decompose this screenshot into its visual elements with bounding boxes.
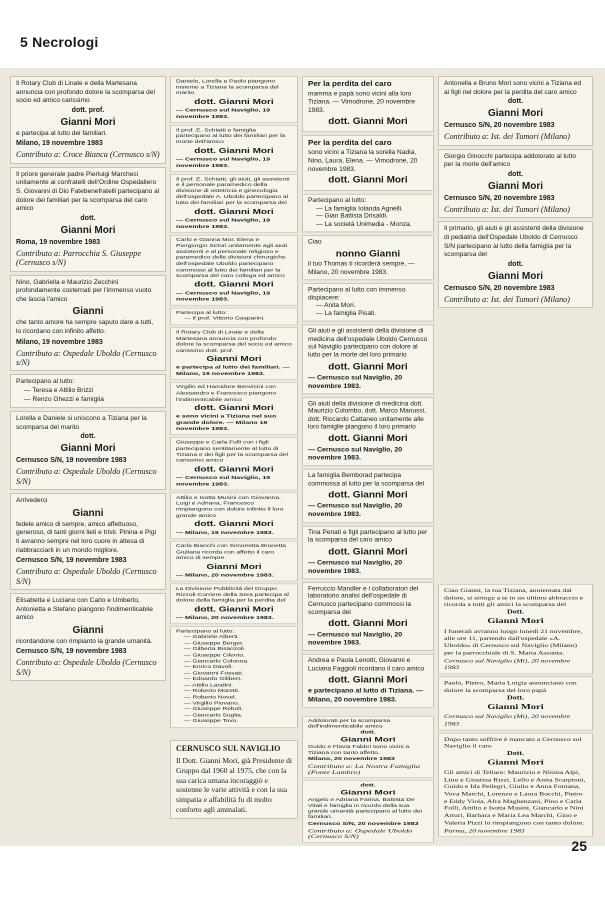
notice-text: Ciao Gianni, la tua Tiziana, annientata dal dolore, si stringe a te in un ultimo abbraccio e ricorda a tutti gli amici la scomparsa del bbox=[444, 586, 584, 609]
deceased-name: dott. Gianni Mori bbox=[328, 116, 408, 127]
deceased-name: Gianni bbox=[72, 306, 104, 318]
deceased-title: dott. prof. bbox=[71, 106, 105, 114]
obituary-notice bbox=[10, 275, 166, 372]
obituary-notice bbox=[10, 411, 166, 490]
deceased-title: dott. bbox=[80, 214, 96, 222]
mourner-name: — Renzo Ghezzi e famiglia bbox=[24, 396, 160, 405]
deceased-name: Gianni Mori bbox=[487, 703, 544, 712]
contribution-note: Contributo a: Ist. dei Tumori (Milano) bbox=[444, 205, 570, 215]
mourner-name: — Roberto Novel. bbox=[184, 695, 292, 701]
obituary-notice bbox=[302, 236, 434, 281]
place-date: Cernusco S/N, 20 novembre 1983 bbox=[444, 284, 555, 292]
place-date: — Cernusco sul Naviglio, 19 novembre 1983. bbox=[176, 107, 271, 120]
deceased-name: Gianni Mori bbox=[340, 736, 396, 744]
place-date: Milano, 19 novembre 1983 bbox=[16, 338, 103, 346]
contribution-note: Contributo a: Ospedale Uboldo (Cernusco S/N) bbox=[16, 567, 157, 586]
mourner-name: — Virgilio Piovano. bbox=[184, 701, 292, 707]
place-date: — Cernusco sul Naviglio, 20 novembre 1983. bbox=[308, 559, 403, 575]
cernusco-article-column bbox=[170, 740, 298, 819]
mourner-name: — Gian Battista Drisaldi. bbox=[316, 213, 428, 221]
mourner-name: — Giuseppe Reboli. bbox=[184, 707, 292, 713]
notice-text: Giuseppe e Carla Folli con i figli partecipano sentitamente al lutto di Tiziana e dei figli per la scomparsa del carissimo amico bbox=[176, 440, 288, 464]
obituary-column-3-lower bbox=[302, 716, 434, 842]
mourner-name: — Giovanni Fossati. bbox=[184, 671, 292, 677]
contribution-note: Contributo a: Croce Bianca (Cernusco s/N) bbox=[16, 150, 160, 160]
notice-text-secondary: Guido e Flavia Fabbri sono vicini a Tiziana con tanto affetto. bbox=[308, 744, 410, 755]
obituary-notice bbox=[170, 76, 298, 123]
section-header: 5 Necrologi bbox=[20, 34, 99, 50]
notice-text: sono vicini a Tiziana la sorella Nadia, Nino, Laura, Elena. — Vimodrone, 20 novembre 1983. bbox=[308, 150, 418, 173]
deceased-name: dott. Gianni Mori bbox=[194, 520, 274, 529]
place-date: Cernusco S/N, 19 novembre 1983 bbox=[16, 557, 127, 565]
deceased-name: dott. Gianni Mori bbox=[328, 433, 408, 445]
obituary-notice bbox=[302, 397, 434, 466]
deceased-title: Dott. bbox=[506, 693, 525, 701]
deceased-name: dott. Gianni Mori bbox=[194, 207, 274, 216]
notice-text: Tina Penati e figli partecipano al lutto per la scomparsa del caro amico bbox=[308, 529, 428, 544]
place-date: e partecipano al lutto di Tiziana. — Milano, 20 novembre 1983. bbox=[308, 688, 424, 703]
obituary-notice bbox=[170, 327, 298, 380]
mourner-name: — Giuseppe Cilento. bbox=[184, 653, 292, 659]
contribution-note: Contributo a: Ist. dei Tumori (Milano) bbox=[444, 294, 570, 304]
obituary-notice bbox=[438, 677, 593, 731]
mourner-name: — Enrico Davoli. bbox=[184, 665, 292, 671]
mourner-name: — Il prof. Vittorio Gasparini. bbox=[184, 316, 292, 322]
mourner-list bbox=[176, 635, 292, 725]
deceased-name: dott. Gianni Mori bbox=[328, 361, 408, 372]
notice-text: La famiglia Bemborad partecipa commossa al lutto per la scomparsa del bbox=[308, 472, 425, 488]
obituary-notice bbox=[302, 283, 434, 322]
obituary-notice bbox=[170, 583, 298, 623]
obituary-notice bbox=[302, 135, 434, 191]
obituary-column-2 bbox=[170, 76, 298, 728]
notice-text: Giorgio Ginocchi partecipa addolorato al lutto per la morte dell'amico bbox=[444, 152, 576, 169]
contribution-note: Contributo a: Ist. dei Tumori (Milano) bbox=[444, 132, 570, 142]
mourner-name: — Anita Mori. bbox=[316, 303, 428, 311]
contribution-note: Contributo a: Parrocchia S. Giuseppe (Cernusco s/N) bbox=[16, 248, 141, 268]
notice-text: Arrivederci bbox=[16, 497, 48, 505]
obituary-notice bbox=[302, 76, 434, 132]
mourner-name: — Gabriele Alberti. bbox=[184, 635, 292, 641]
obituary-notice bbox=[302, 654, 434, 708]
notice-text: mamma e papà sono vicini alla loro Tiziana. — Vimodrone, 20 novembre 1983. bbox=[308, 91, 416, 114]
notice-text: Il Rotary Club di Linate e della Martesana annuncia con profondo dolore la scomparsa del socio ed amico carissimo dott. prof. bbox=[176, 330, 292, 353]
notice-text-secondary: che tanto amore ha sempre saputo dare a tutti, lo ricordano con infinito affetto. bbox=[16, 319, 154, 335]
obituary-notice bbox=[10, 76, 166, 164]
obituary-notice bbox=[170, 174, 298, 233]
notice-text: Il Rotary Club di Linate e della Martesana annuncia con profondo dolore la scomparsa del socio ed amico carissimo bbox=[16, 80, 155, 105]
deceased-name: Gianni Mori bbox=[60, 116, 116, 128]
notice-text: Ferruccio Mandler e i collaboratori del laboratorio analisi dell'ospedale di Cernusco partecipano commossi la scomparsa del bbox=[308, 585, 419, 616]
obituary-column-4 bbox=[438, 76, 593, 308]
obituary-notice bbox=[438, 221, 593, 308]
mourner-name: — Giuseppe Tovo. bbox=[184, 719, 292, 725]
deceased-name: dott. Gianni Mori bbox=[194, 98, 274, 106]
notice-text: Paolo, Pietro, Maria Luigia annunciano con dolore la scomparsa del loro papà bbox=[444, 679, 577, 694]
obituary-notice bbox=[170, 626, 298, 728]
obituary-notice bbox=[438, 149, 593, 219]
place-date: Roma, 19 novembre 1983 bbox=[16, 238, 101, 246]
deceased-name: Gianni Mori bbox=[487, 617, 544, 626]
notice-text: Andrea e Paola Lenotti, Giovanni e Luciana Faggioli ricordano il caro amico bbox=[308, 657, 425, 673]
deceased-name: Gianni Mori bbox=[60, 224, 116, 236]
mourner-name: — La famiglia Iolanda Agnelli. bbox=[316, 205, 428, 213]
obituary-column-4-lower bbox=[438, 584, 593, 837]
obituary-notice bbox=[170, 382, 298, 435]
deceased-title: dott. bbox=[507, 170, 524, 178]
deceased-name: Gianni Mori bbox=[340, 789, 396, 797]
deceased-title: dott. bbox=[360, 730, 376, 735]
notice-text-secondary: il tuo Thomas ti ricorderà sempre. — Milano, 20 novembre 1983. bbox=[308, 260, 415, 276]
notice-text: Nino, Gabriella e Maurizio Zecchini profondamente costernati per l'immenso vuoto che lascia l'amico bbox=[16, 278, 152, 303]
notice-text: Partecipano al lutto con immenso dispiacere: bbox=[308, 286, 406, 302]
deceased-title: dott. bbox=[80, 433, 96, 441]
mourner-name: — Teresa e Attilio Brizzi bbox=[24, 387, 160, 396]
deceased-name: Gianni Mori bbox=[488, 180, 543, 192]
obituary-notice bbox=[170, 308, 298, 326]
obituary-column-1 bbox=[10, 76, 166, 681]
place-date: Cernusco S/N, 19 novembre 1983 bbox=[16, 457, 127, 465]
obituary-notice bbox=[302, 469, 434, 523]
place-date: Cernusco S/N, 20 novembre 1983 bbox=[308, 821, 419, 826]
deceased-name: Gianni Mori bbox=[206, 355, 262, 364]
notice-text: Partecipano al lutto: bbox=[176, 628, 235, 634]
mourner-list bbox=[176, 316, 292, 322]
notice-text-secondary: Gli amici di Tellaro: Maurizio e Ninina Alpi, Lino e Giustina Rizzi, Lello e Anita Scarpioni, Guido e Ida Pellegri, Giulio e Anna Fontana, Vova Marchi, Lorenzo e Laura Bocchi, Pietro e Eddy Viola, Afra Maghenzani, Pino e Carla Folli, Attilio e Isotta Musini, Giancarlo e Nini Arturi, Barbara e Maria Lea Marchi, Gino e Valeria Pizzi lo rimpiangono con tanto dolore. bbox=[444, 768, 586, 826]
deceased-name: Gianni Mori bbox=[487, 758, 544, 768]
notice-text: Ciao bbox=[308, 239, 322, 246]
deceased-name: dott. Gianni Mori bbox=[194, 465, 274, 474]
contribution-note: Contributo a: La Nostra Famiglia (Ponte Lambro) bbox=[308, 763, 420, 776]
mourner-name: — Edoardo Gilibert. bbox=[184, 677, 292, 683]
notice-text: Il priore generale padre Pierluigi Marchesi unitamente ai confratelli dell'Ordine Ospedaliero S. Giovanni di Dio Fatebenefratelli partecipano al dolore dei familiari per la scomparsa del caro amico bbox=[16, 170, 160, 213]
place-date: — Cernusco sul Naviglio, 20 novembre 1983. bbox=[308, 374, 403, 390]
place-date: — Milano, 20 novembre 1983. bbox=[176, 572, 274, 578]
deceased-name: dott. Gianni Mori bbox=[328, 175, 408, 186]
obituary-notice bbox=[170, 235, 298, 306]
notice-text: Il prof. E. Schiatti, gli aiuti, gli assistenti e il personale paramedico della divisione di ostetricia e ginecologia dell'ospedale A. Uboldo partecipano al lutto dei familiari per la scomparsa del bbox=[176, 176, 290, 206]
mourner-list bbox=[16, 387, 160, 404]
cernusco-article bbox=[170, 740, 298, 819]
notice-text: Attilio e Isotta Musini con Giovanna, Luigi e Adriana, Francesco rimpiangono con dolore infinito il loro grande amico bbox=[176, 495, 284, 519]
contribution-note: Contributo a: Ospedale Uboldo (Cernusco s/N) bbox=[16, 348, 157, 368]
page-number: 25 bbox=[571, 838, 587, 854]
deceased-name: dott. Gianni Mori bbox=[328, 675, 408, 686]
article-heading: CERNUSCO SUL NAVIGLIO bbox=[176, 744, 281, 753]
notice-text: Partecipano al lutto: bbox=[16, 378, 75, 386]
mourner-name: — Giuseppe Berger. bbox=[184, 641, 292, 647]
notice-text: Dopo tanto soffrire è mancato a Cernusco sul Naviglio il caro bbox=[444, 735, 582, 750]
mourner-name: — Gilberta Bisanzoli. bbox=[184, 647, 292, 653]
mourner-name: — La famiglia Pisati. bbox=[316, 310, 428, 318]
deceased-name: nonno Gianni bbox=[335, 248, 401, 260]
obituary-notice bbox=[438, 76, 593, 146]
obituary-notice bbox=[302, 780, 434, 842]
notice-text: Il primario, gli aiuti e gli assistenti della divisione di pediatria dell'Ospedale Uboldo di Cernusco S/N partecipano al lutto della famiglia per la scomparsa del bbox=[444, 225, 584, 259]
contribution-note: Contributo a: Ospedale Uboldo (Cernusco S/N) bbox=[16, 658, 157, 677]
deceased-name: Gianni bbox=[72, 624, 104, 636]
notice-text: Gli aiuti e gli assistenti della divisione di medicina dell'ospedale Uboldo Cernusco sul Naviglio partecipano con dolore al lutto per la morte del loro primario bbox=[308, 328, 428, 359]
obituary-notice bbox=[302, 325, 434, 394]
notice-banner: Per la perdita del caro bbox=[308, 138, 392, 147]
obituary-notice bbox=[10, 593, 166, 681]
notice-text: Carla Bianchi con Simonetta Brunetta Giuliana ricorda con affetto il caro amico di sempre bbox=[176, 543, 286, 561]
notice-text: Daniele, Lorella e Paolo piangono insieme a Tiziana la scomparsa del marito bbox=[176, 78, 279, 96]
article-body: Il Dott. Gianni Mori, già Presidente di Gruppo dal 1960 al 1975, che con la sua carica umana incoraggiò e sostenne le varie attività e con la sua simpatia e affabilità fu di molto conforto agli ammalati. bbox=[176, 756, 292, 814]
deceased-title: Dott. bbox=[506, 749, 525, 757]
deceased-name: dott. Gianni Mori bbox=[194, 404, 274, 413]
place-date: — Cernusco sul Naviglio, 19 novembre 1983. bbox=[176, 156, 271, 169]
place-date: — Cernusco sul Naviglio, 20 novembre 1983. bbox=[308, 446, 403, 462]
place-date: Milano, 20 novembre 1983 bbox=[308, 757, 395, 762]
deceased-title: Dott. bbox=[506, 608, 525, 616]
place-date: Cernusco sul Naviglio (Mi), 20 novembre 1983 bbox=[444, 712, 571, 727]
deceased-name: dott. Gianni Mori bbox=[328, 546, 408, 557]
deceased-name: Gianni Mori bbox=[60, 443, 116, 455]
mourner-list bbox=[308, 205, 428, 229]
mourner-name: — Attilio Landini. bbox=[184, 683, 292, 689]
obituary-notice bbox=[302, 525, 434, 579]
obituary-notice bbox=[170, 541, 298, 581]
place-date: Parma, 20 novembre 1983 bbox=[444, 827, 525, 834]
obituary-notice bbox=[302, 582, 434, 651]
notice-text: Lorella e Daniele si uniscono a Tiziana per la scomparsa del marito bbox=[16, 415, 147, 431]
place-date: Milano, 19 novembre 1983 bbox=[16, 140, 103, 148]
notice-text-secondary: Angelo e Adriana Farina, Battista De Vitali e famiglia in ricordo della sua grande umanità partecipano al lutto dei familiari. bbox=[308, 798, 423, 820]
place-date: e partecipa al lutto dei familiari. — Milano, 19 novembre 1983. bbox=[176, 365, 290, 377]
contribution-note: Contributo a: Ospedale Uboldo (Cernusco S/N) bbox=[308, 827, 413, 840]
mourner-name: — Giancarlo Colonna. bbox=[184, 659, 292, 665]
obituary-notice bbox=[10, 374, 166, 408]
notice-text: Partecipano al lutto: bbox=[308, 197, 367, 205]
deceased-name: Gianni Mori bbox=[488, 270, 543, 282]
place-date: — Cernusco sul Naviglio, 20 novembre 1983. bbox=[308, 503, 403, 519]
obituary-column-3 bbox=[302, 76, 434, 708]
deceased-name: dott. Gianni Mori bbox=[194, 147, 274, 155]
deceased-name: Gianni bbox=[72, 507, 104, 519]
place-date: — Milano, 19 novembre 1983. bbox=[176, 530, 274, 536]
place-date: — Cernusco sul Naviglio, 19 novembre 1983. bbox=[176, 290, 271, 302]
notice-text: La Divisione Pubblicità del Gruppo Rizzoli-Corriere della Sera partecipa al dolore della famiglia per la perdita del bbox=[176, 586, 289, 604]
deceased-name: dott. Gianni Mori bbox=[328, 618, 408, 630]
obituary-notice bbox=[170, 437, 298, 490]
notice-text: Virgilio ed Hamidore Benvicini con Alessandro e Francesco piangono l'indimenticabile amico bbox=[176, 385, 277, 402]
place-date: e sono vicini a Tiziana nel suo grande dolore. — Milano 19 novembre 1983. bbox=[176, 414, 277, 432]
notice-text: Partecipa al lutto: bbox=[176, 310, 227, 316]
place-date: — Cernusco sul Naviglio, 19 novembre 1983. bbox=[176, 475, 271, 487]
obituary-notice bbox=[10, 493, 166, 590]
obituary-notice bbox=[10, 167, 166, 272]
deceased-name: dott. Gianni Mori bbox=[194, 605, 274, 614]
mourner-name: — Roberto Moretti. bbox=[184, 689, 292, 695]
place-date: — Cernusco sul Naviglio, 20 novembre 1983. bbox=[308, 631, 403, 647]
obituary-notice bbox=[302, 194, 434, 233]
mourner-name: — Giancarlo Suglia. bbox=[184, 713, 292, 719]
place-date: Cernusco S/N, 20 novembre 1983 bbox=[444, 194, 555, 202]
deceased-title: dott. bbox=[360, 783, 376, 788]
place-date: — Milano, 20 novembre 1983. bbox=[176, 615, 274, 621]
notice-text-secondary: ricordandone con rimpianto la grande umanità. bbox=[16, 637, 153, 645]
mourner-list bbox=[308, 303, 428, 319]
deceased-name: Gianni Mori bbox=[206, 563, 262, 571]
deceased-name: Gianni Mori bbox=[488, 108, 543, 120]
notice-text: Gli aiuti della divisione di medicina dott. Maurizio Colombo, dott. Marco Manussi, dott. Riccardo Cattaneo unitamente alle loro famiglie piangono il loro primario bbox=[308, 400, 426, 431]
place-date: Cernusco sul Naviglio (Mi), 20 novembre 1983 bbox=[444, 657, 571, 671]
notice-text: Il prof. E. Schiatti e famiglia partecipano al lutto dei familiari per la morte dell'amico bbox=[176, 127, 286, 145]
notice-banner: Per la perdita del caro bbox=[308, 79, 392, 88]
place-date: Cernusco S/N, 19 novembre 1983 bbox=[16, 648, 127, 656]
notice-text-secondary: e partecipa al lutto dei familiari. bbox=[16, 129, 107, 137]
obituary-notice bbox=[438, 584, 593, 674]
obituary-notice bbox=[302, 716, 434, 778]
deceased-name: dott. Gianni Mori bbox=[328, 490, 408, 501]
notice-text-secondary: fedele amico di sempre, amico affettuoso, generoso, di tanti giorni lieti e tristi. Pinina e Pigi ti avranno sempre nel loro cuore in attesa di riabbracciarti in un mondo migliore. bbox=[16, 520, 157, 554]
place-date: — Cernusco sul Naviglio, 19 novembre 1983. bbox=[176, 217, 271, 230]
notice-text: Carlo e Gianna Mor, Elena e Piergiorgio Sirtori unitamente agli aiuti assistenti e al personale religioso e paramedico delle divisioni chirurgiche dell'ospedale Uboldo partecipano commossi al lutto dei familiari per la scomparsa del caro collega ed amico bbox=[176, 237, 288, 279]
deceased-title: dott. bbox=[507, 98, 524, 106]
contribution-note: Contributo a: Ospedale Uboldo (Cernusco S/N) bbox=[16, 467, 157, 486]
notice-text: Antonella e Bruno Mori sono vicini a Tiziana ed ai figli nel dolore per la perdita del caro amico bbox=[444, 80, 582, 96]
deceased-name: dott. Gianni Mori bbox=[194, 280, 274, 289]
mourner-name: — La società Unimedia - Monza. bbox=[316, 221, 428, 229]
notice-text-secondary: I funerali avranno luogo lunedì 21 novembre, alle ore 11, partendo dall'ospedale «A. Uboldo» di Cernusco sul Naviglio (Milano) per la parrocchiale di S. Maria Assunta. bbox=[444, 627, 583, 656]
obituary-notice bbox=[170, 492, 298, 538]
notice-text: Elisabetta e Luciano con Carlo e Umberto, Antonietta e Stefano piangono l'indimenticabile amico bbox=[16, 597, 153, 622]
obituary-notice bbox=[170, 125, 298, 172]
deceased-title: dott. bbox=[507, 260, 524, 268]
place-date: Cernusco S/N, 20 novembre 1983 bbox=[444, 122, 555, 130]
notice-text: Addolorati per la scomparsa dell'indimenticabile amico bbox=[308, 718, 391, 729]
obituary-notice bbox=[438, 733, 593, 838]
